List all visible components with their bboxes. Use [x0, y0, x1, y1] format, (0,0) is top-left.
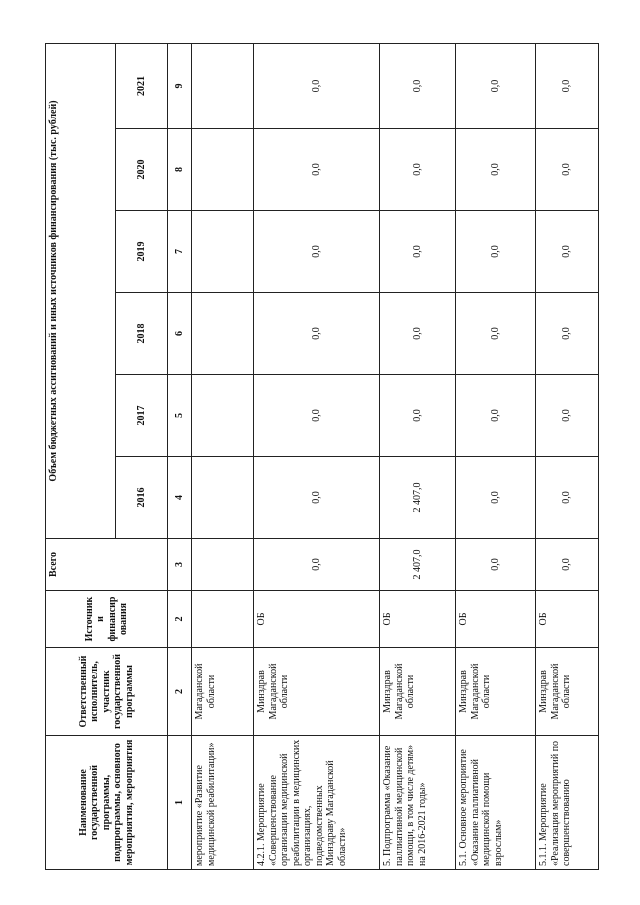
row-value-2017: 0,0: [536, 375, 599, 457]
row-value-2020: [192, 129, 254, 211]
year-2017: 2017: [116, 375, 168, 457]
col-number: 1: [168, 736, 192, 870]
table-row: [536, 43, 599, 869]
row-value-2019: 0,0: [536, 211, 599, 293]
row-value-2018: 0,0: [456, 293, 536, 375]
row-source: ОБ: [254, 591, 380, 648]
header-source: Источник и финансир ования: [46, 591, 168, 648]
row-executor: Минздрав Магаданской области: [254, 648, 380, 736]
row-total: [192, 539, 254, 591]
row-value-2016: [192, 457, 254, 539]
table-row: [380, 43, 456, 869]
row-value-2021: 0,0: [380, 43, 456, 128]
header-name: Наименование государственной программы, подпрограммы, основного мероприятия, мероприятия: [46, 736, 168, 870]
row-value-2021: 0,0: [536, 43, 599, 128]
row-value-2018: 0,0: [254, 293, 380, 375]
col-number: 2: [168, 648, 192, 736]
row-executor: Минздрав Магаданской области: [380, 648, 456, 736]
row-value-2018: [192, 293, 254, 375]
row-name: 5.1.1. Мероприятие «Реализация мероприятий по совершенствованию: [536, 736, 599, 870]
financing-table: [45, 43, 599, 870]
row-value-2018: 0,0: [380, 293, 456, 375]
col-number: 9: [168, 43, 192, 128]
rotated-page: [45, 44, 598, 870]
header-executor: Ответственный исполнитель, участник государственной программы: [46, 648, 168, 736]
year-2018: 2018: [116, 293, 168, 375]
row-value-2020: 0,0: [456, 129, 536, 211]
row-executor: Минздрав Магаданской области: [456, 648, 536, 736]
row-value-2019: [192, 211, 254, 293]
row-value-2021: [192, 43, 254, 128]
row-value-2016: 0,0: [456, 457, 536, 539]
table-row: [254, 43, 380, 869]
header-total: Всего: [46, 539, 168, 591]
row-value-2019: 0,0: [456, 211, 536, 293]
col-number: 2: [168, 591, 192, 648]
row-source: ОБ: [536, 591, 599, 648]
row-executor: Магаданской области: [192, 648, 254, 736]
col-number: 3: [168, 539, 192, 591]
row-value-2020: 0,0: [536, 129, 599, 211]
header-row: [46, 43, 116, 869]
row-value-2016: 2 407,0: [380, 457, 456, 539]
row-executor: Минздрав Магаданской области: [536, 648, 599, 736]
row-value-2021: 0,0: [456, 43, 536, 128]
row-total: 0,0: [456, 539, 536, 591]
row-source: ОБ: [380, 591, 456, 648]
year-2016: 2016: [116, 457, 168, 539]
row-value-2016: 0,0: [254, 457, 380, 539]
row-total: 0,0: [536, 539, 599, 591]
row-value-2017: 0,0: [380, 375, 456, 457]
row-value-2017: 0,0: [456, 375, 536, 457]
row-value-2018: 0,0: [536, 293, 599, 375]
col-number: 6: [168, 293, 192, 375]
row-value-2016: 0,0: [536, 457, 599, 539]
year-2020: 2020: [116, 129, 168, 211]
row-name: 5.1. Основное мероприятие «Оказание паллиативной медицинской помощи взрослым»: [456, 736, 536, 870]
column-number-row: [168, 43, 192, 869]
col-number: 5: [168, 375, 192, 457]
row-value-2019: 0,0: [380, 211, 456, 293]
row-name: 5. Подпрограмма «Оказание паллиативной медицинской помощи, в том числе детям» на 2016-2021 годы»: [380, 736, 456, 870]
table-row: [192, 43, 254, 869]
table-row: [456, 43, 536, 869]
row-value-2017: [192, 375, 254, 457]
col-number: 7: [168, 211, 192, 293]
header-volume: Объем бюджетных ассигнований и иных источников финансирования (тыс. рублей): [46, 43, 116, 538]
row-value-2017: 0,0: [254, 375, 380, 457]
row-name: мероприятие «Развитие медицинской реабилитации»: [192, 736, 254, 870]
row-source: ОБ: [456, 591, 536, 648]
col-number: 8: [168, 129, 192, 211]
row-value-2021: 0,0: [254, 43, 380, 128]
year-2019: 2019: [116, 211, 168, 293]
row-value-2019: 0,0: [254, 211, 380, 293]
row-value-2020: 0,0: [380, 129, 456, 211]
row-value-2020: 0,0: [254, 129, 380, 211]
col-number: 4: [168, 457, 192, 539]
year-2021: 2021: [116, 43, 168, 128]
row-source: [192, 591, 254, 648]
row-total: 2 407,0: [380, 539, 456, 591]
row-name: 4.2.1. Мероприятие «Совершенствование организации медицинской реабилитации в медицинских организациях, подведомственных Минздраву Магаданской области»: [254, 736, 380, 870]
row-total: 0,0: [254, 539, 380, 591]
